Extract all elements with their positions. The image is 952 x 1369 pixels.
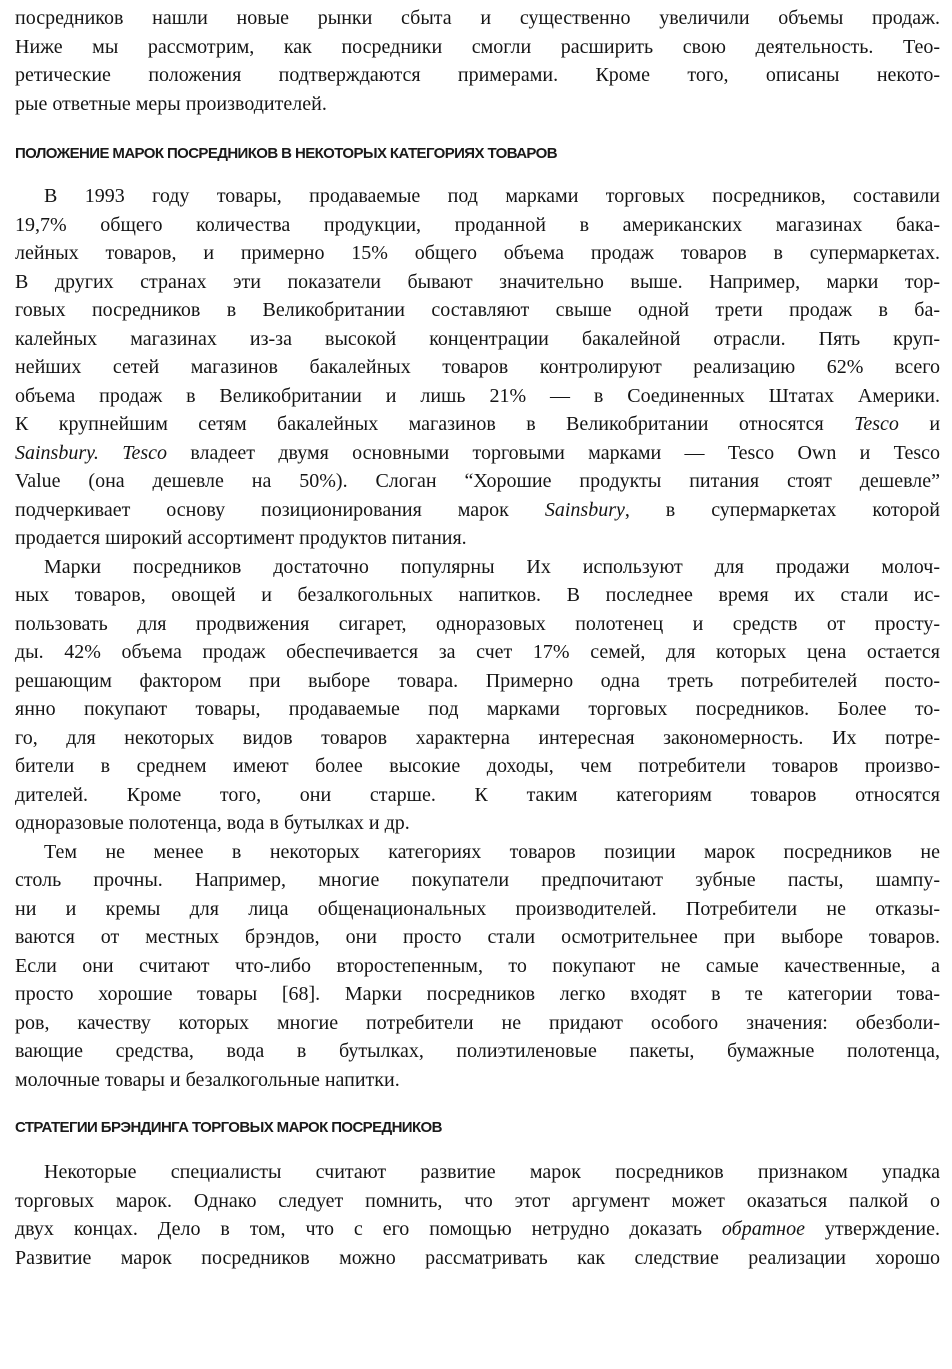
text-line: Развитие марок посредников можно рассматривать как следствие реализации хорошо [15,1246,940,1269]
text-line: лейных товаров, и примерно 15% общего объема продаж товаров в супермаркетах. [15,242,940,264]
text-line: решающим фактором при выборе товара. Примерно одна треть потребителей посто- [15,669,940,692]
text-fragment: подчеркивает основу позиционирования марок [15,498,509,521]
paragraph-branding-strategies [15,1158,940,1272]
text-line: вающие средства, вода в бутылках, полиэтиленовые пакеты, бумажные полотенца, [15,1040,940,1062]
text-line: 19,7% общего количества продукции, проданной в американских магазинах бака- [15,213,940,236]
text-line: ды. 42% объема продаж обеспечивается за счет 17% семей, для которых цена остается [15,641,940,663]
text-line: продается широкий ассортимент продуктов питания. [15,527,467,549]
text-line: объема продаж в Великобритании и лишь 21% — в Соединенных Штатах Америки. [15,384,940,407]
text-line: ваются от местных брэндов, они просто стали осмотрительнее при выборе товаров. [15,926,940,948]
text-fragment: , в супермаркетах которой [624,498,940,521]
section-heading-branding-strategies: СТРАТЕГИИ БРЭНДИНГА ТОРГОВЫХ МАРОК ПОСРЕДНИКОВ [15,1119,442,1136]
text-line: одноразовые полотенца, вода в бутылках и др. [15,812,410,834]
text-line: ретические положения подтверждаются примерами. Кроме того, описаны некото- [15,64,940,86]
text-line: янно покупают товары, продаваемые под марками торговых посредников. Более то- [15,698,940,720]
italic-term-tesco: Tesco [854,413,899,435]
text-line: го, для некоторых видов товаров характерна интересная закономерность. Их потре- [15,726,940,749]
text-line [15,496,940,525]
text-line: посредников нашли новые рынки сбыта и существенно увеличили объемы продаж. [15,7,940,29]
text-line: пользовать для продвижения сигарет, одноразовых полотенец и средств от просту- [15,612,940,635]
text-line: столь прочны. Например, многие покупатели предпочитают зубные пасты, шампу- [15,869,940,891]
text-line: просто хорошие товары [68]. Марки посредников легко входят в те категории това- [15,983,940,1005]
text-line: ров, качеству которых многие потребители не придают особого значения: обезболи- [15,1011,940,1034]
paragraph-intro-continued [15,4,940,118]
text-line [15,410,940,439]
text-fragment: утверждение. [824,1218,940,1240]
paragraph-weak-categories [15,838,940,1095]
text-line [15,439,940,468]
italic-term-reverse: обратное [721,1218,805,1240]
text-line: калейных магазинах из-за высокой концентрации бакалейной отрасли. Пять круп- [15,327,940,350]
text-line: бители в среднем имеют более высокие доходы, чем потребители товаров произво- [15,755,940,777]
section-heading-private-labels-position: ПОЛОЖЕНИЕ МАРОК ПОСРЕДНИКОВ В НЕКОТОРЫХ КАТЕГОРИЯХ ТОВАРОВ [15,145,557,162]
text-line: Value (она дешевле на 50%). Слоган “Хорошие продукты питания стоят дешевле” [15,470,940,492]
text-fragment: владеет двумя основными торговыми марками — Tesco Own и Tesco [190,441,941,464]
text-line: Если они считают что-либо второстепенным, то покупают не самые качественные, а [15,954,940,977]
document-page [15,4,940,1272]
paragraph-private-label-share [15,182,940,553]
text-line: говых посредников в Великобритании составляют свыше одной трети продаж в ба- [15,299,940,321]
italic-term-sainsbury: Sainsbury [544,498,625,521]
text-line: Тем не менее в некоторых категориях товаров позиции марок посредников не [44,840,940,863]
text-line [15,1215,940,1244]
text-line: ни и кремы для лица общенациональных производителей. Потребители не отказы- [15,897,940,920]
text-fragment: двух концах. Дело в том, что с его помощью нетрудно доказать [15,1218,702,1240]
text-line: В других странах эти показатели бывают значительно выше. Например, марки тор- [15,270,940,293]
text-line: Ниже мы рассмотрим, как посредники смогли расширить свою деятельность. Тео- [15,35,940,58]
text-line: ных товаров, овощей и безалкогольных напитков. В последнее время их стали ис- [15,584,940,606]
text-line: В 1993 году товары, продаваемые под марками торговых посредников, составили [44,185,940,207]
text-line: Марки посредников достаточно популярны Их используют для продажи молоч- [44,555,940,578]
text-line: Некоторые специалисты считают развитие марок посредников признаком упадка [44,1161,940,1183]
text-line: рые ответные меры производителей. [15,92,327,115]
text-fragment: К крупнейшим сетям бакалейных магазинов в Великобритании относятся [15,413,824,435]
text-line: торговых марок. Однако следует помнить, что этот аргумент может оказаться палкой о [15,1189,940,1212]
italic-term-tesco: Tesco [122,441,168,464]
text-line: нейших сетей магазинов бакалейных товаров контролируют реализацию 62% всего [15,356,940,378]
text-line: дителей. Кроме того, они старше. К таким категориям товаров относятся [15,783,940,806]
text-fragment: и [929,413,941,435]
text-line: молочные товары и безалкогольные напитки. [15,1068,400,1091]
italic-term-sainsbury: Sainsbury. [15,441,99,464]
paragraph-private-label-popularity [15,553,940,838]
